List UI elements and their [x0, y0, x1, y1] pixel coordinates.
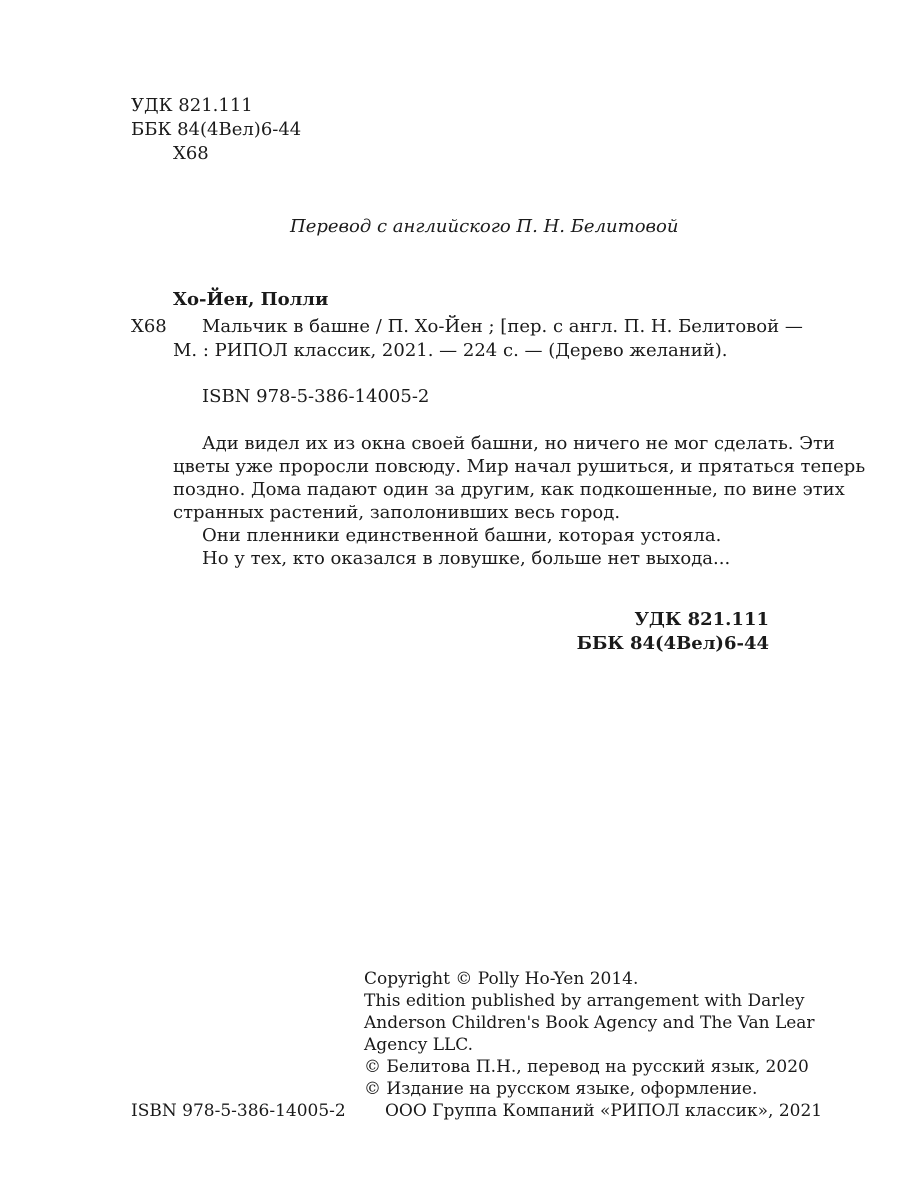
udk-code-right: УДК 821.111	[634, 609, 769, 630]
annotation-line: цветы уже проросли повсюду. Мир начал рушиться, и прятаться теперь	[173, 456, 866, 477]
catalog-line-2: М. : РИПОЛ классик, 2021. — 224 с. — (Дерево желаний).	[173, 340, 728, 361]
catalog-line-1: Мальчик в башне / П. Хо-Йен ; [пер. с англ. П. Н. Белитовой —	[202, 316, 803, 337]
annotation-line: странных растений, заполонивших весь город.	[173, 502, 621, 523]
copyright-line: ООО Группа Компаний «РИПОЛ классик», 2021	[385, 1101, 823, 1121]
bbk-code: ББК 84(4Вел)6-44	[131, 119, 302, 140]
annotation-line: Ади видел их из окна своей башни, но ничего не мог сделать. Эти	[202, 433, 835, 454]
catalog-isbn: ISBN 978-5-386-14005-2	[202, 386, 430, 407]
footer-isbn: ISBN 978-5-386-14005-2	[131, 1101, 346, 1121]
author-mark: Х68	[173, 143, 209, 164]
copyright-line: Agency LLC.	[364, 1035, 474, 1055]
copyright-line: © Издание на русском языке, оформление.	[364, 1079, 758, 1099]
translation-note: Перевод с английского П. Н. Белитовой	[290, 216, 679, 237]
annotation-line: поздно. Дома падают один за другим, как подкошенные, по вине этих	[173, 479, 845, 500]
copyright-line: © Белитова П.Н., перевод на русский язык, 2020	[364, 1057, 809, 1077]
annotation-line: Они пленники единственной башни, которая устояла.	[202, 525, 722, 546]
annotation-line: Но у тех, кто оказался в ловушке, больше нет выхода...	[202, 548, 731, 569]
bbk-code-right: ББК 84(4Вел)6-44	[576, 633, 769, 654]
copyright-line: Anderson Children's Book Agency and The Van Lear	[364, 1013, 815, 1033]
copyright-line: This edition published by arrangement with Darley	[364, 991, 805, 1011]
catalog-author: Хо-Йен, Полли	[173, 289, 329, 310]
catalog-mark: Х68	[131, 316, 167, 337]
udk-code: УДК 821.111	[131, 95, 253, 116]
copyright-line: Copyright © Polly Ho-Yen 2014.	[364, 969, 639, 989]
